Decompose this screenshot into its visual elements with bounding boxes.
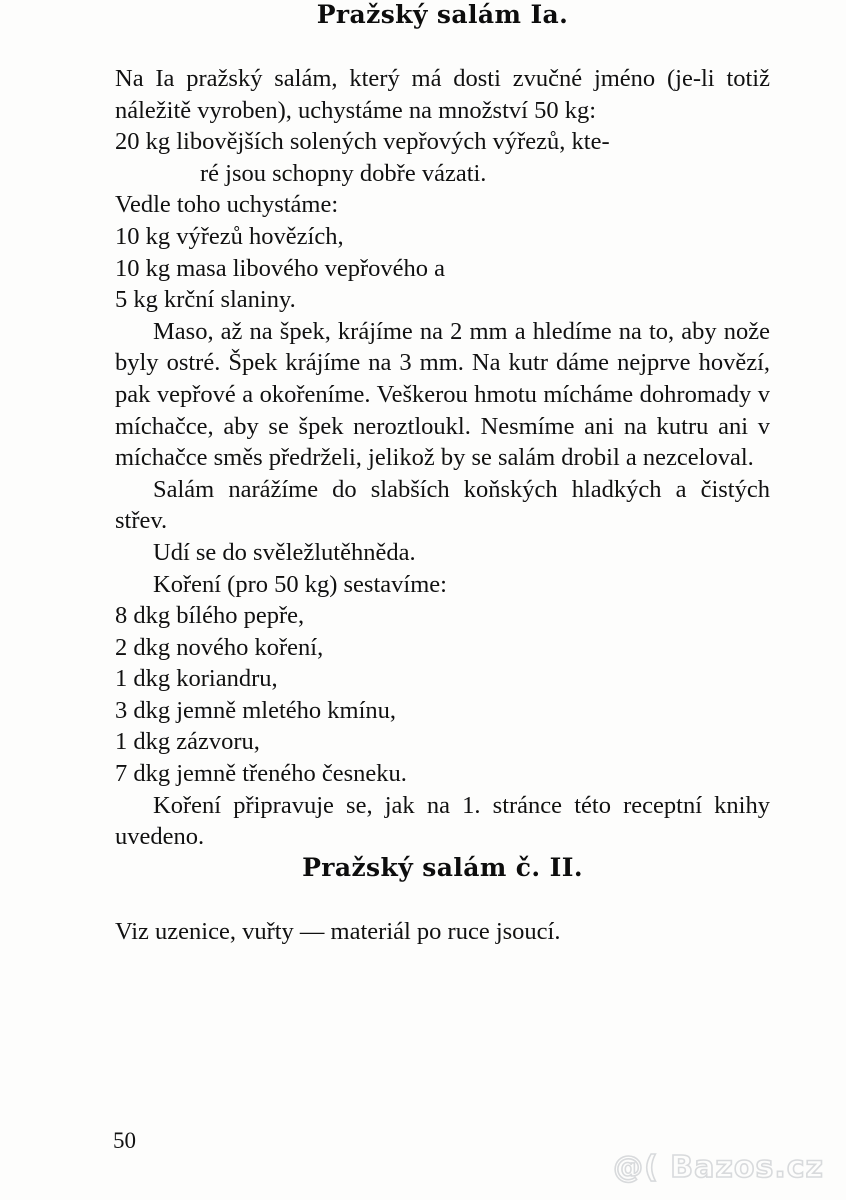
list-item: 1 dkg zázvoru,	[115, 728, 260, 756]
page-content	[115, 0, 770, 947]
recipe-title-secondary: Pražský salám č. II.	[302, 852, 583, 882]
spices-lead: Koření (pro 50 kg) sestavíme:	[153, 570, 447, 598]
recipe-intro-paragraph: Na Ia pražský salám, který má dosti zvučné jméno (je-li totiž náležitě vyroben), uchystáme na množství 50 kg:	[115, 65, 770, 124]
recipe-title-primary: Pražský salám Ia.	[316, 0, 569, 29]
list-item: 2 dkg nového koření,	[115, 633, 324, 661]
list-item: 1 dkg koriandru,	[115, 665, 278, 693]
secondary-ingredient-list	[115, 221, 770, 316]
list-item: 10 kg masa libového vepřového a	[115, 254, 445, 282]
list-item: 7 dkg jemně třeného česneku.	[115, 760, 407, 788]
list-item: 5 kg krční slaniny.	[115, 286, 296, 314]
main-ingredient-line: 20 kg libovějších solených vepřových výřezů, kte-	[115, 128, 610, 156]
spice-list	[115, 600, 770, 790]
method-paragraph: Maso, až na špek, krájíme na 2 mm a hledíme na to, aby nože byly ostré. Špek krájíme na 3 mm. Na kutr dáme nejprve hovězí, pak vepřové a okořeníme. Veškerou hmotu mícháme dohromady v míchačce, aby se špek neroztloukl. Nesmíme ani na kutru ani v míchačce směs předrželi, jelikož by se salám drobil a nezceloval.	[115, 317, 770, 472]
list-item: 8 dkg bílého pepře,	[115, 602, 305, 630]
recipe-2-body: Viz uzenice, vuřty — materiál po ruce jsoucí.	[115, 917, 561, 945]
secondary-ingredients-lead: Vedle toho uchystáme:	[115, 191, 339, 219]
list-item: 10 kg výřezů hovězích,	[115, 222, 344, 250]
smoking-paragraph: Udí se do svěležlutěhněda.	[153, 538, 416, 566]
bazos-watermark: @( Bazos.cz	[613, 1150, 824, 1185]
main-ingredient-list	[115, 126, 770, 189]
spices-note-paragraph: Koření připravuje se, jak na 1. stránce této receptní knihy uvedeno.	[115, 791, 770, 851]
main-ingredient-continuation: ré jsou schopny dobře vázati.	[200, 159, 487, 187]
page-number: 50	[113, 1128, 136, 1153]
stuffing-paragraph: Salám narážíme do slabších koňských hladkých a čistých střev.	[115, 475, 770, 535]
list-item	[115, 126, 770, 189]
list-item: 3 dkg jemně mletého kmínu,	[115, 696, 397, 724]
